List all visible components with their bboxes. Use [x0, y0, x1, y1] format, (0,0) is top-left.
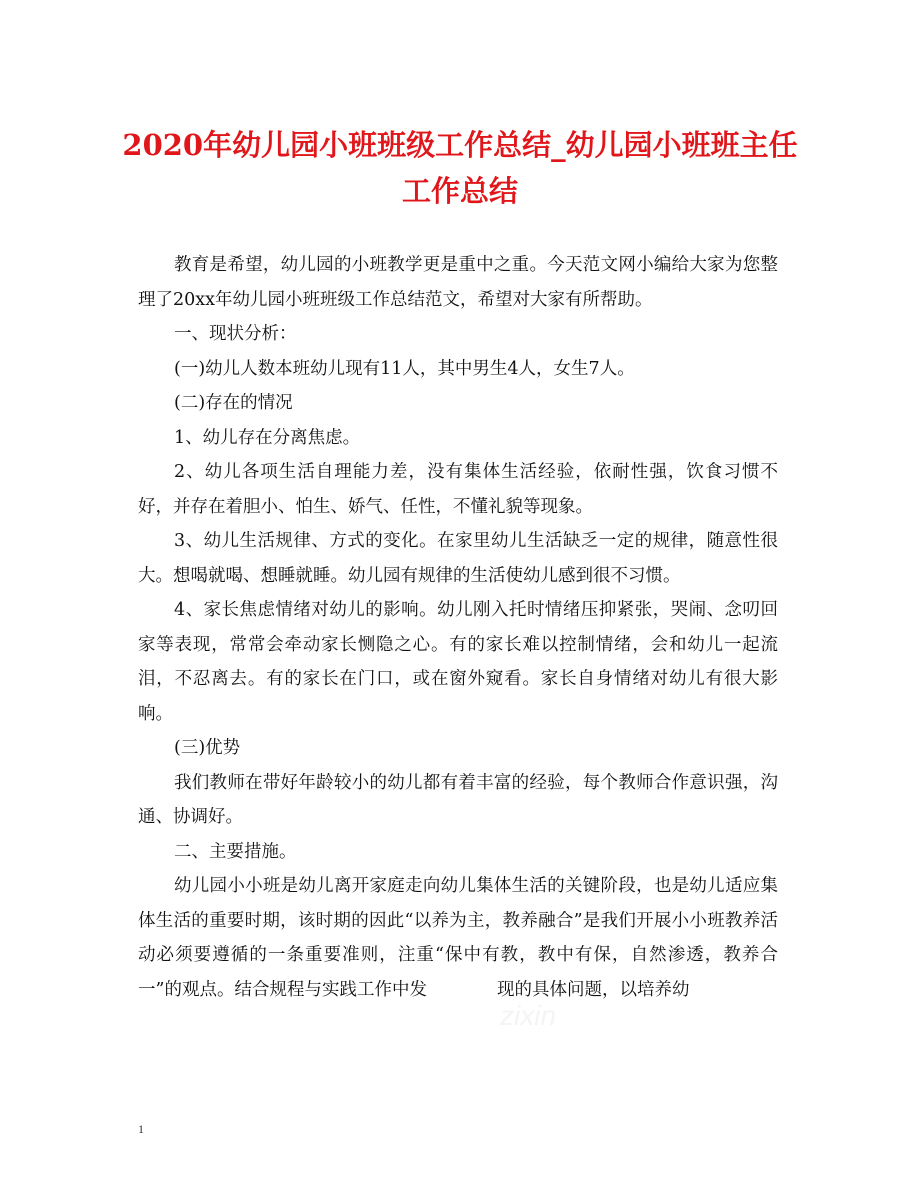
- paragraph: 4、家长焦虑情绪对幼儿的影响。幼儿刚入托时情绪压抑紧张，哭闹、念叨回家等表现，常常会牵动家长恻隐之心。有的家长难以控制情绪，会和幼儿一起流泪，不忍离去。有的家长在门口，或在窗外窥看。家长自身情绪对幼儿有很大影响。: [138, 600, 778, 724]
- paragraph: 教育是希望，幼儿园的小班教学更是重中之重。今天范文网小编给大家为您整理了20xx年幼儿园小班班级工作总结范文，希望对大家有所帮助。: [138, 255, 778, 310]
- document-title: 2020年幼儿园小班班级工作总结_幼儿园小班班主任工作总结: [122, 128, 798, 208]
- paragraph: 幼儿园小小班是幼儿离开家庭走向幼儿集体生活的关键阶段，也是幼儿适应集体生活的重要时期，该时期的因此“以养为主，教养融合”是我们开展小小班教养活动必须要遵循的一条重要准则，注重“保中有教，教中有保，自然渗透，教养合一”的观点。结合规程与实践工作中发 现的具体问题，以培养幼: [138, 876, 778, 1000]
- paragraph: (二)存在的情况: [174, 393, 293, 413]
- paragraph: 一、现状分析：: [174, 324, 297, 344]
- paragraph: (一)幼儿人数本班幼儿现有11人，其中男生4人，女生7人。: [174, 358, 635, 379]
- paragraph: 1、幼儿存在分离焦虑。: [174, 427, 361, 448]
- document-body: [138, 248, 778, 1007]
- paragraph: (三)优势: [174, 738, 241, 758]
- paragraph: 我们教师在带好年龄较小的幼儿都有着丰富的经验，每个教师合作意识强，沟通、协调好。: [138, 772, 778, 827]
- paragraph: 3、幼儿生活规律、方式的变化。在家里幼儿生活缺乏一定的规律，随意性很大。想喝就喝、想睡就睡。幼儿园有规律的生活使幼儿感到很不习惯。: [138, 531, 778, 586]
- page-number: 1: [138, 1122, 144, 1136]
- watermark: zixin: [500, 1000, 557, 1031]
- paragraph: 2、幼儿各项生活自理能力差，没有集体生活经验，依耐性强，饮食习惯不好，并存在着胆小、怕生、娇气、任性，不懂礼貌等现象。: [138, 462, 778, 517]
- paragraph: 二、主要措施。: [174, 841, 297, 862]
